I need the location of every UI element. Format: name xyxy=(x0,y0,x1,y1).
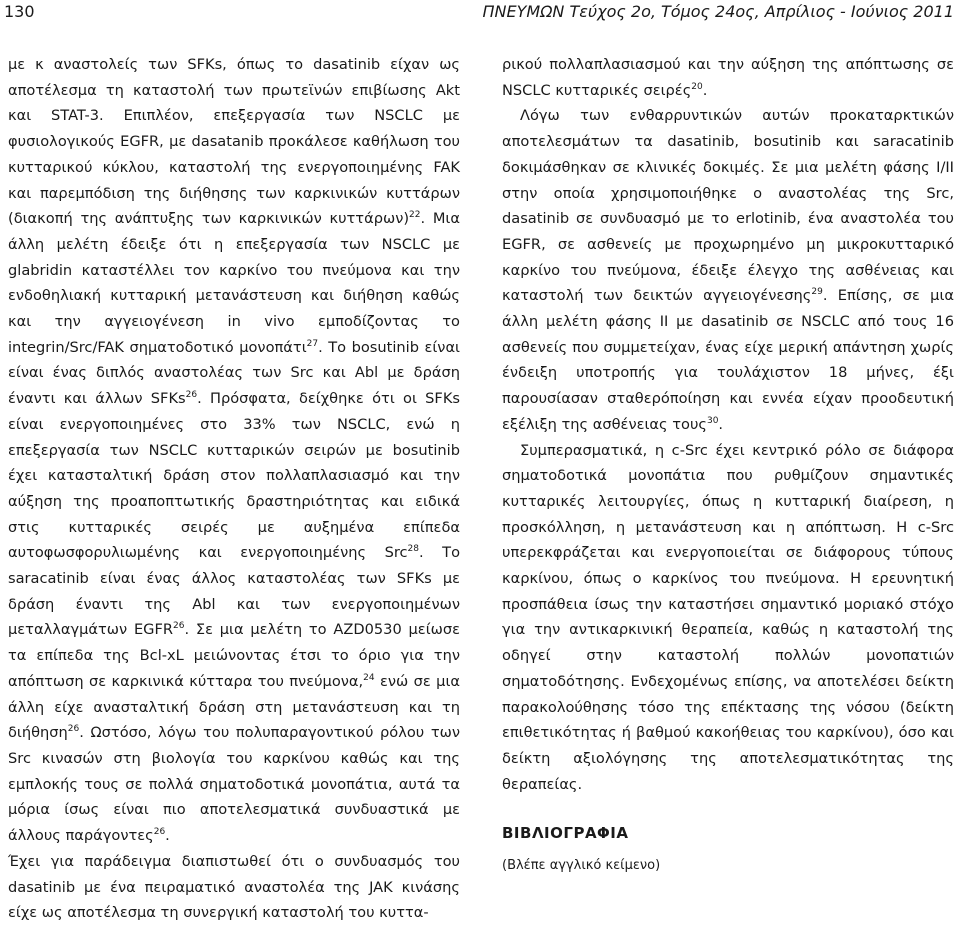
reference-marker: 24 xyxy=(363,672,375,683)
left-column xyxy=(8,52,460,926)
reference-marker: 20 xyxy=(691,81,703,92)
paragraph: ρικού πολλαπλασιασμού και την αύξηση της απόπτωσης σε NSCLC κυτταρικές σειρές$^{20}$. xyxy=(502,56,954,99)
page-header xyxy=(0,0,960,30)
reference-marker: 30 xyxy=(706,415,719,426)
references-note: (Βλέπε αγγλικό κείμενο) xyxy=(502,858,661,874)
right-column xyxy=(502,52,954,879)
references-heading: ΒΙΒΛΙΟΓΡΑΦΙΑ xyxy=(502,824,629,843)
reference-marker: 22 xyxy=(409,210,421,221)
reference-marker: 26 xyxy=(173,621,185,632)
paragraph: Έχει για παράδειγμα διαπιστωθεί ότι ο συνδυασμός του dasatinib με ένα πειραματικό αναστολέα της JAK κινάσης είχε ως αποτέλεσμα τη συνεργική καταστολή του κυττα- xyxy=(8,852,460,922)
reference-marker: 26 xyxy=(153,827,166,838)
paragraph: Λόγω των ενθαρρυντικών αυτών προκαταρκτικών αποτελεσμάτων τα dasatinib, bosutinib και saracatinib δοκιμάσθηκαν σε κλινικές δοκιμές. Σε μια μελέτη φάσης I/II στην οποία χρησιμοποιήθηκε ο αναστολέας της Src, dasatinib σε συνδυασμό με το erlotinib, ένα αναστολέα του EGFR, σε ασθενείς με προχωρημένο μη μικροκυτταρικό καρκίνο του πνεύμονα, έδειξε έλεγχο της ασθένειας και καταστολή των δεικτών αγγειογένεσης$^{29}$. Επίσης, σε μια άλλη μελέτη φάσης II με dasatinib σε NSCLC από τους 16 ασθενείς που συμμετείχαν, ένας είχε μερική απάντηση χωρίς ένδειξη υποτροπής για τουλάχιστον 18 μήνες, έξι παρουσίασαν σταθερόποίηση και εννέα είχαν προοδευτική εξέλιξη της ασθένειας τους$^{30}$. xyxy=(502,107,954,433)
paragraph: Συμπερασματικά, η c-Src έχει κεντρικό ρόλο σε διάφορα σηματοδοτικά μονοπάτια που ρυθμίζουν σημαντικές κυτταρικές λειτουργίες, όπως η κυτταρική διαίρεση, η προσκόλληση, η μετανάστευση και η απόπτωση. Η c-Src υπερεκφράζεται και ενεργοποιείται σε διάφορους τύπους καρκίνου, όπως ο καρκίνος του πνεύμονα. Η ερευνητική προσπάθεια ίσως την καταστήσει σημαντικό μοριακό στόχο για την αντικαρκινική θεραπεία, καθώς η καταστολή της οδηγεί στην καταστολή πολλών μονοπατιών σηματοδότησης. Ενδεχομένως επίσης, να αποτελέσει δείκτη παρακολούθησης τόσο της επέκτασης της νόσου (δείκτη επιθετικότητας ή βαθμού κακοήθειας του καρκίνου), όσο και δείκτη αξιολόγησης της αποτελεσματικότητας της θεραπείας. xyxy=(502,441,954,793)
journal-title: ΠΝΕΥΜΩΝ Τεύχος 2ο, Τόμος 24ος, Απρίλιος - Ιούνιος 2011 xyxy=(482,2,954,21)
paragraph: με κ αναστολείς των SFKs, όπως το dasatinib είχαν ως αποτέλεσμα τη καταστολή των πρωτεϊνών επιβίωσης Akt και STAT-3. Επιπλέον, επεξεργασία των NSCLC με φυσιολογικούς EGFR, με dasatanib προκάλεσε καθήλωση του κυτταρικού κύκλου, καταστολή της ενεργοποιημένης FAK και παρεμπόδιση της διήθησης των καρκινικών κυττάρων (διακοπή της ανάπτυξης των καρκινικών κυττάρων)$^{22}$. Μια άλλη μελέτη έδειξε ότι η επεξεργασία των NSCLC με glabridin καταστέλλει τον καρκίνο του πνεύμονα και την ενδοθηλιακή κυτταρική μετανάστευση και διήθηση καθώς και την αγγειογένεση in vivo εμποδίζοντας το integrin/Src/FAK σηματοδοτικό μονοπάτι$^{27}$. Το bosutinib είναι είναι ένας διπλός αναστολέας των Src και Abl με δράση έναντι και άλλων SFKs$^{26}$. Πρόσφατα, δείχθηκε ότι οι SFKs είναι ενεργοποιημένες στο 33% των NSCLC, ενώ η επεξεργασία των NSCLC κυτταρικών σειρών με bosutinib έχει κατασταλτική δράση στον πολλαπλασιασμό και την αύξηση της προαποπτωτικής δραστηριότητας και ειδικά στις κυτταρικές σειρές με αυξημένα επίπεδα αυτοφωσφορυλιωμένης και ενεργοποιημένης Src$^{28}$. Το saracatinib είναι ένας άλλος καταστολέας των SFKs με δράση έναντι της Abl και των ενεργοποιημένων μεταλλαγμάτων EGFR$^{26}$. Σε μια μελέτη το AZD0530 μείωσε τα επίπεδα της Bcl-xL μειώνοντας έτσι το όριο για την απόπτωση σε καρκινικά κύτταρα του πνεύμονα,$^{24}$ ενώ σε μια άλλη είχε ανασταλτική δράση στη μετανάστευση και τη διήθηση$^{26}$. Ωστόσο, λόγω του πολυπαραγοντικού ρόλου των Src κινασών στη βιολογία του καρκίνου καθώς και της εμπλοκής τους σε πολλά σηματοδοτικά μονοπάτια, αυτά τα μόρια ίσως είναι πιο αποτελεσματικά συνδυαστικά με άλλους παράγοντες$^{26}$. xyxy=(8,56,460,845)
reference-marker: 29 xyxy=(811,287,823,298)
reference-marker: 27 xyxy=(306,338,319,349)
reference-marker: 26 xyxy=(185,390,198,401)
page-number: 130 xyxy=(4,2,35,21)
reference-marker: 26 xyxy=(67,724,80,735)
reference-marker: 28 xyxy=(407,544,419,555)
